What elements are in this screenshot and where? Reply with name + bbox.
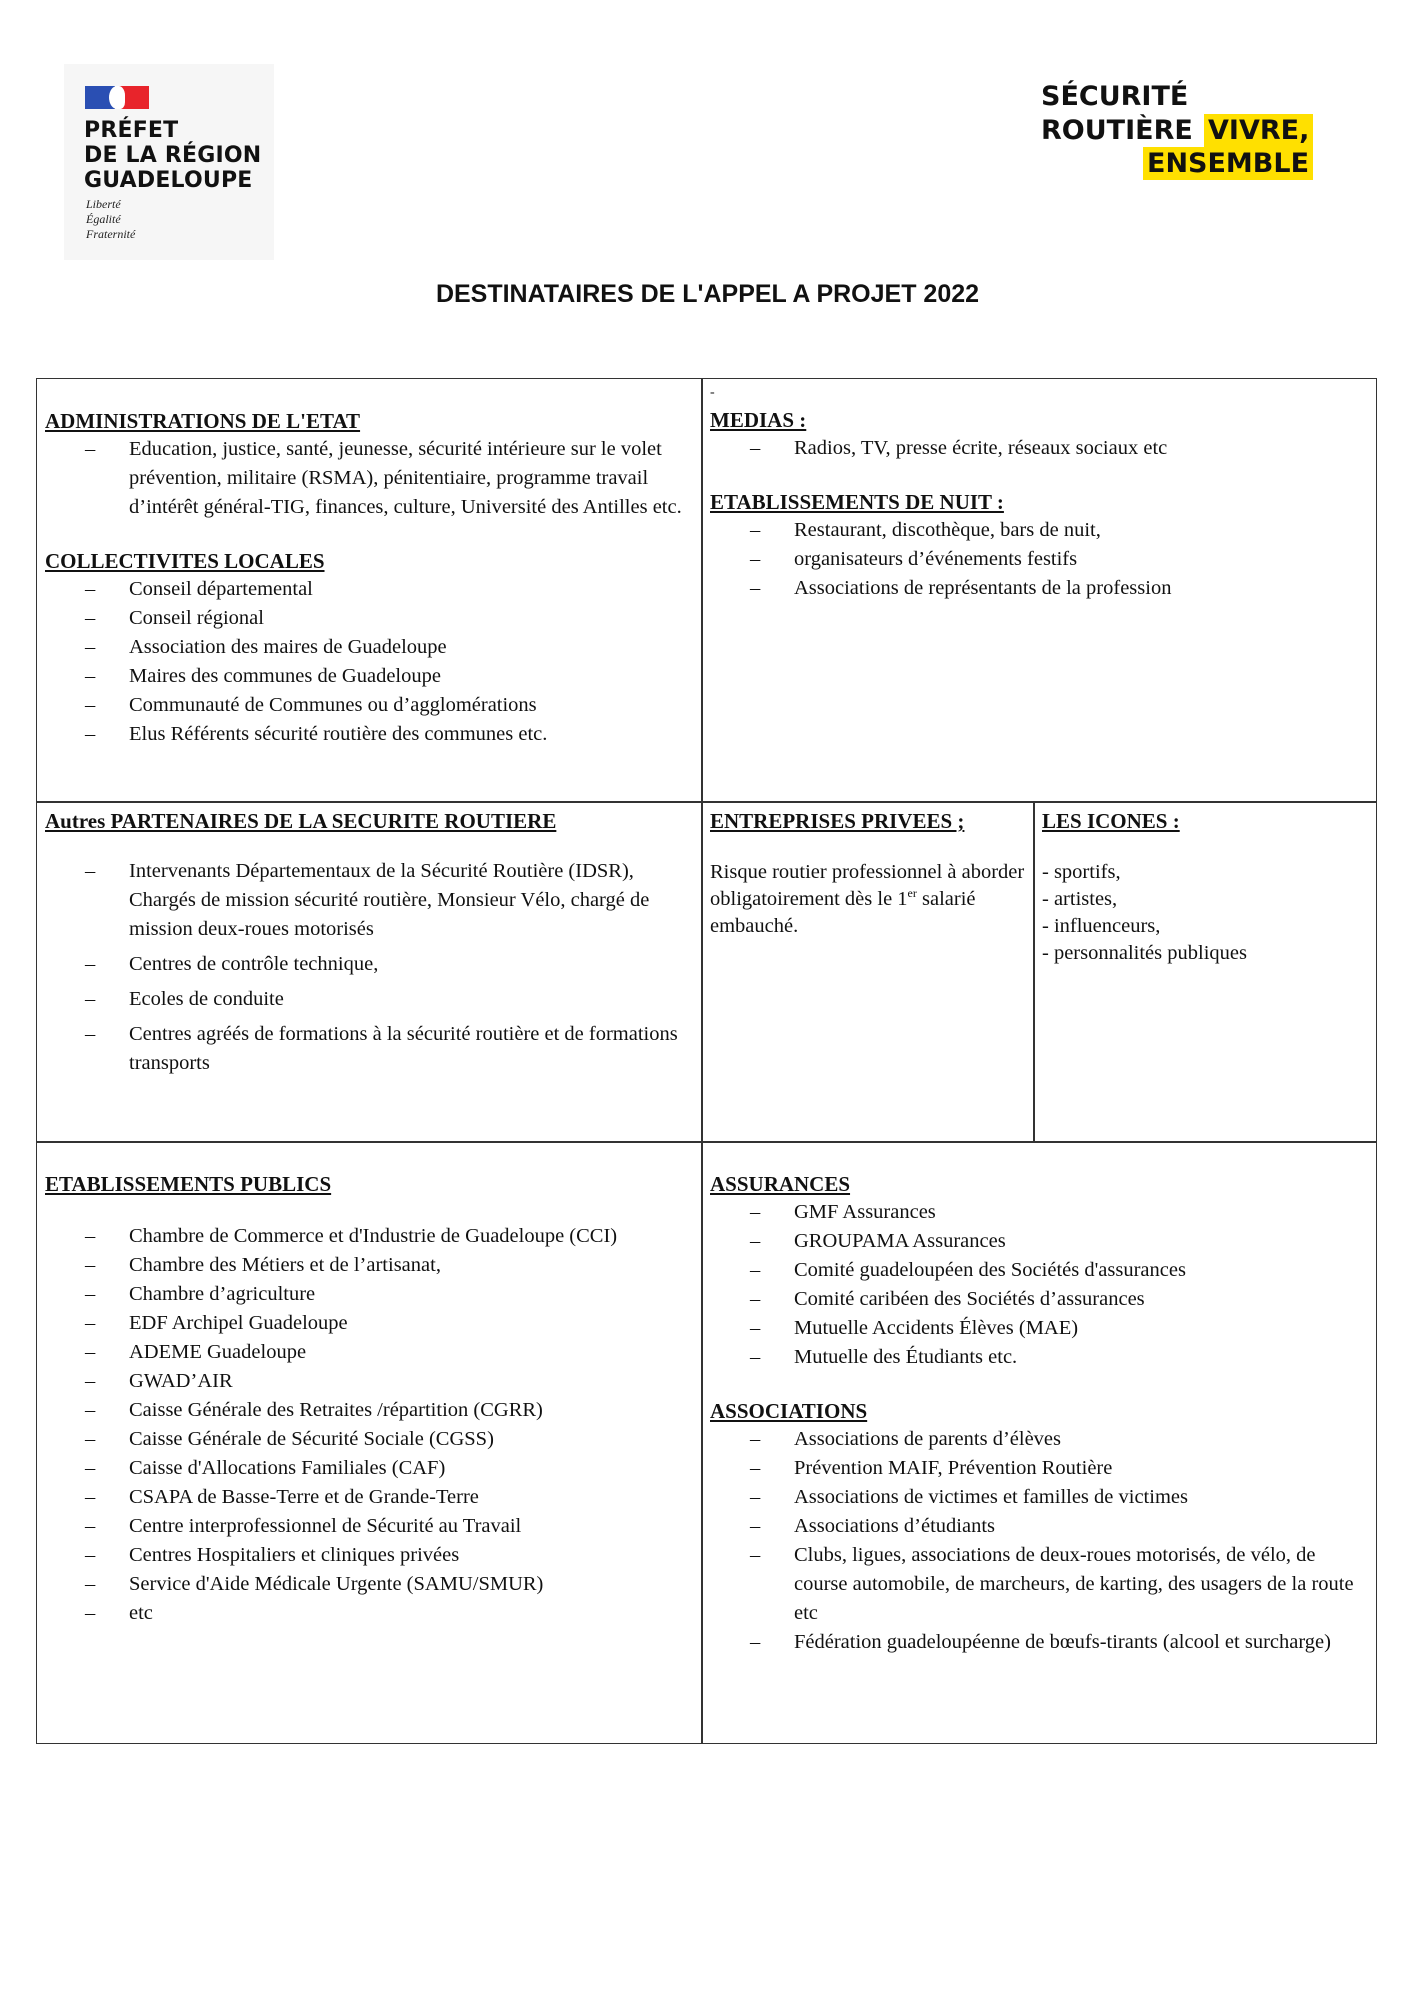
list-item-text: Comité caribéen des Sociétés d’assurances — [794, 1288, 1145, 1310]
dash-bullet-icon: – — [85, 1370, 96, 1392]
dash-bullet-icon: – — [750, 1346, 761, 1368]
list-item — [45, 720, 694, 749]
list-item-text: Centres Hospitaliers et cliniques privées — [129, 1544, 460, 1566]
icone-line: - sportifs, — [1042, 861, 1121, 883]
cell-assurances-associations — [701, 1141, 1377, 1744]
dash-bullet-icon: – — [85, 1457, 96, 1479]
list-item-text: Service d'Aide Médicale Urgente (SAMU/SMUR) — [129, 1573, 544, 1595]
list-item — [45, 1570, 694, 1599]
list-item-text: Associations de parents d’élèves — [794, 1428, 1061, 1450]
list-item — [710, 1512, 1368, 1541]
dash-bullet-icon: – — [750, 548, 761, 570]
prefet-logo — [64, 64, 274, 260]
dash-bullet-icon: – — [85, 636, 96, 658]
list-item-text: CSAPA de Basse-Terre et de Grande-Terre — [129, 1486, 479, 1508]
icone-line: - influenceurs, — [1042, 915, 1161, 937]
dash-bullet-icon: – — [85, 988, 96, 1010]
list-item — [45, 1222, 694, 1251]
list-item — [45, 1396, 694, 1425]
section-heading: COLLECTIVITES LOCALES — [45, 549, 325, 573]
section-heading: ADMINISTRATIONS DE L'ETAT — [45, 409, 361, 433]
list-item-text: Centre interprofessionnel de Sécurité au Travail — [129, 1515, 522, 1537]
section-heading: Autres PARTENAIRES DE LA SECURITE ROUTIERE — [45, 809, 557, 833]
dash-bullet-icon: – — [750, 1544, 761, 1566]
motto-line: Liberté — [86, 197, 121, 211]
dash-bullet-icon: – — [85, 723, 96, 745]
recipients-table — [36, 378, 1377, 1744]
list-item-text: Intervenants Départementaux de la Sécurité Routière (IDSR), Chargés de mission sécurité routière, Monsieur Vélo, chargé de mission deux-roues motorisés — [129, 860, 650, 940]
associations-list — [710, 1425, 1368, 1657]
list-item — [710, 1541, 1368, 1628]
dash-bullet-icon: – — [85, 665, 96, 687]
list-item-text: GMF Assurances — [794, 1201, 936, 1223]
list-item-text: Prévention MAIF, Prévention Routière — [794, 1457, 1113, 1479]
cell-etablissements-publics — [36, 1141, 703, 1744]
dash-bullet-icon: – — [85, 953, 96, 975]
logo-line: ROUTIÈRE — [1041, 115, 1193, 146]
list-item-text: Maires des communes de Guadeloupe — [129, 665, 441, 687]
list-item-text: GWAD’AIR — [129, 1370, 233, 1392]
list-item-text: Caisse Générale des Retraites /répartition (CGRR) — [129, 1399, 543, 1421]
list-item-text: Mutuelle Accidents Élèves (MAE) — [794, 1317, 1079, 1339]
list-item — [710, 516, 1368, 545]
list-item-text: EDF Archipel Guadeloupe — [129, 1312, 348, 1334]
list-item — [710, 1454, 1368, 1483]
list-item-text: Conseil départemental — [129, 578, 313, 600]
cell-medias-nuit — [701, 378, 1377, 803]
list-item — [45, 633, 694, 662]
dash-bullet-icon: – — [750, 1259, 761, 1281]
list-item-text: ADEME Guadeloupe — [129, 1341, 307, 1363]
section-heading: ASSURANCES — [710, 1172, 851, 1196]
section-heading: ENTREPRISES PRIVEES ; — [710, 809, 965, 833]
list-item — [45, 950, 694, 979]
dash-bullet-icon: – — [750, 1515, 761, 1537]
list-item-text: Ecoles de conduite — [129, 988, 284, 1010]
dash-bullet-icon: – — [750, 1428, 761, 1450]
list-item — [710, 1483, 1368, 1512]
dash-bullet-icon: – — [750, 1486, 761, 1508]
list-item — [45, 662, 694, 691]
nuit-list — [710, 516, 1368, 603]
dash-bullet-icon: – — [750, 1288, 761, 1310]
dash-bullet-icon: – — [85, 1428, 96, 1450]
dash-bullet-icon: – — [85, 1573, 96, 1595]
list-item-text: Conseil régional — [129, 607, 264, 629]
text-part: Risque routier professionnel à aborder obligatoirement dès le 1 — [710, 861, 1025, 910]
list-item-text: etc — [129, 1602, 153, 1624]
logo-line: PRÉFET — [84, 118, 179, 143]
list-item — [45, 1454, 694, 1483]
list-item — [45, 1367, 694, 1396]
list-item — [710, 1343, 1368, 1372]
list-item — [710, 1628, 1368, 1657]
dash-bullet-icon: – — [85, 694, 96, 716]
dash-bullet-icon: – — [750, 1230, 761, 1252]
dash-bullet-icon: – — [85, 1515, 96, 1537]
list-item-text: Chambre d’agriculture — [129, 1283, 316, 1305]
logo-highlight: VIVRE, — [1204, 114, 1313, 147]
list-item — [45, 1483, 694, 1512]
logo-line: DE LA RÉGION — [84, 143, 262, 168]
list-item — [45, 1541, 694, 1570]
list-item — [710, 434, 1368, 463]
list-item-text: Radios, TV, presse écrite, réseaux sociaux etc — [794, 437, 1168, 459]
dash-bullet-icon: – — [85, 1023, 96, 1045]
list-item — [45, 691, 694, 720]
list-item — [710, 1256, 1368, 1285]
list-item-text: Associations de victimes et familles de victimes — [794, 1486, 1188, 1508]
list-item — [45, 857, 694, 944]
assurances-list — [710, 1198, 1368, 1372]
dash-bullet-icon: – — [750, 519, 761, 541]
section-heading: ETABLISSEMENTS PUBLICS — [45, 1172, 332, 1196]
list-item — [45, 1599, 694, 1628]
list-item-text: Communauté de Communes ou d’agglomérations — [129, 694, 537, 716]
list-item-text: Centres de contrôle technique, — [129, 953, 379, 975]
list-item-text: Chambre des Métiers et de l’artisanat, — [129, 1254, 441, 1276]
list-item — [45, 1309, 694, 1338]
list-item-text: Centres agréés de formations à la sécurité routière et de formations transports — [129, 1023, 678, 1074]
list-item — [45, 1425, 694, 1454]
dash-bullet-icon: – — [750, 577, 761, 599]
dash-bullet-icon: – — [750, 1457, 761, 1479]
list-item — [45, 1280, 694, 1309]
administrations-list — [45, 435, 694, 522]
dash-bullet-icon: – — [85, 1341, 96, 1363]
collectivites-list — [45, 575, 694, 749]
list-item-text: Caisse Générale de Sécurité Sociale (CGSS) — [129, 1428, 494, 1450]
logo-line: SÉCURITÉ — [1041, 81, 1189, 112]
dash-bullet-icon: – — [85, 1312, 96, 1334]
motto-line: Égalité — [86, 212, 121, 226]
text-part: salarié embauché. — [710, 888, 976, 937]
etablissements-publics-list — [45, 1222, 694, 1628]
list-item — [710, 1314, 1368, 1343]
list-item-text: Elus Référents sécurité routière des communes etc. — [129, 723, 548, 745]
list-item — [45, 604, 694, 633]
list-item — [45, 1338, 694, 1367]
list-item — [710, 1227, 1368, 1256]
entreprises-text — [710, 859, 1026, 940]
list-item-text: Comité guadeloupéen des Sociétés d'assurances — [794, 1259, 1186, 1281]
list-item-text: Mutuelle des Étudiants etc. — [794, 1346, 1018, 1368]
dash-bullet-icon: – — [85, 1486, 96, 1508]
dash-bullet-icon: – — [85, 1225, 96, 1247]
icone-line: - artistes, — [1042, 888, 1118, 910]
list-item-text: Association des maires de Guadeloupe — [129, 636, 447, 658]
list-item — [710, 1425, 1368, 1454]
dash-bullet-icon: – — [85, 1254, 96, 1276]
list-item-text: Restaurant, discothèque, bars de nuit, — [794, 519, 1101, 541]
dash-bullet-icon: – — [750, 1317, 761, 1339]
cell-entreprises — [701, 801, 1035, 1143]
logo-line: GUADELOUPE — [84, 168, 253, 193]
cell-icones — [1033, 801, 1377, 1143]
icone-line: - personnalités publiques — [1042, 942, 1247, 964]
partenaires-list — [45, 857, 694, 1078]
list-item — [710, 1198, 1368, 1227]
cell-partenaires — [36, 801, 703, 1143]
dash-bullet-icon: – — [85, 1283, 96, 1305]
dash-bullet-icon: – — [85, 607, 96, 629]
dash-bullet-icon: – — [85, 1602, 96, 1624]
section-heading: ETABLISSEMENTS DE NUIT : — [710, 490, 1004, 514]
dash-bullet-icon: – — [85, 438, 96, 460]
page-title: DESTINATAIRES DE L'APPEL A PROJET 2022 — [435, 280, 980, 308]
section-heading: MEDIAS : — [710, 408, 807, 432]
list-item-text: Clubs, ligues, associations de deux-roues motorisés, de vélo, de course automobile, de marcheurs, de karting, des usagers de la route etc — [794, 1544, 1354, 1624]
marianne-flag-icon — [85, 86, 149, 109]
list-item — [710, 574, 1368, 603]
list-item-text: Associations d’étudiants — [794, 1515, 995, 1537]
list-item — [45, 985, 694, 1014]
dash-bullet-icon: – — [85, 578, 96, 600]
list-item-text: Chambre de Commerce et d'Industrie de Guadeloupe (CCI) — [129, 1225, 618, 1247]
list-item — [710, 545, 1368, 574]
dash-bullet-icon: – — [750, 1201, 761, 1223]
cell-administrations-collectivites — [36, 378, 703, 803]
list-item — [45, 1020, 694, 1078]
list-item — [45, 435, 694, 522]
dash-bullet-icon: – — [85, 1399, 96, 1421]
superscript: er — [907, 886, 917, 901]
list-item — [45, 1251, 694, 1280]
stray-dash: - — [710, 385, 715, 400]
logo-line-2 — [1041, 114, 1310, 147]
section-heading: LES ICONES : — [1042, 809, 1180, 833]
icones-list — [1042, 859, 1368, 967]
dash-bullet-icon: – — [85, 1544, 96, 1566]
list-item-text: Fédération guadeloupéenne de bœufs-tirants (alcool et surcharge) — [794, 1631, 1331, 1653]
logo-highlight: ENSEMBLE — [1143, 147, 1313, 180]
motto-line: Fraternité — [86, 227, 136, 241]
list-item-text: Education, justice, santé, jeunesse, sécurité intérieure sur le volet prévention, militaire (RSMA), pénitentiaire, programme travail d’intérêt général-TIG, finances, culture, Université des Antilles etc. — [129, 438, 682, 518]
dash-bullet-icon: – — [750, 1631, 761, 1653]
securite-routiere-logo — [1040, 80, 1340, 200]
medias-list — [710, 434, 1368, 463]
list-item — [45, 1512, 694, 1541]
list-item — [45, 575, 694, 604]
list-item-text: GROUPAMA Assurances — [794, 1230, 1006, 1252]
list-item-text: Associations de représentants de la profession — [794, 577, 1172, 599]
list-item-text: Caisse d'Allocations Familiales (CAF) — [129, 1457, 446, 1479]
section-heading: ASSOCIATIONS — [710, 1399, 868, 1423]
list-item-text: organisateurs d’événements festifs — [794, 548, 1078, 570]
dash-bullet-icon: – — [750, 437, 761, 459]
dash-bullet-icon: – — [85, 860, 96, 882]
list-item — [710, 1285, 1368, 1314]
